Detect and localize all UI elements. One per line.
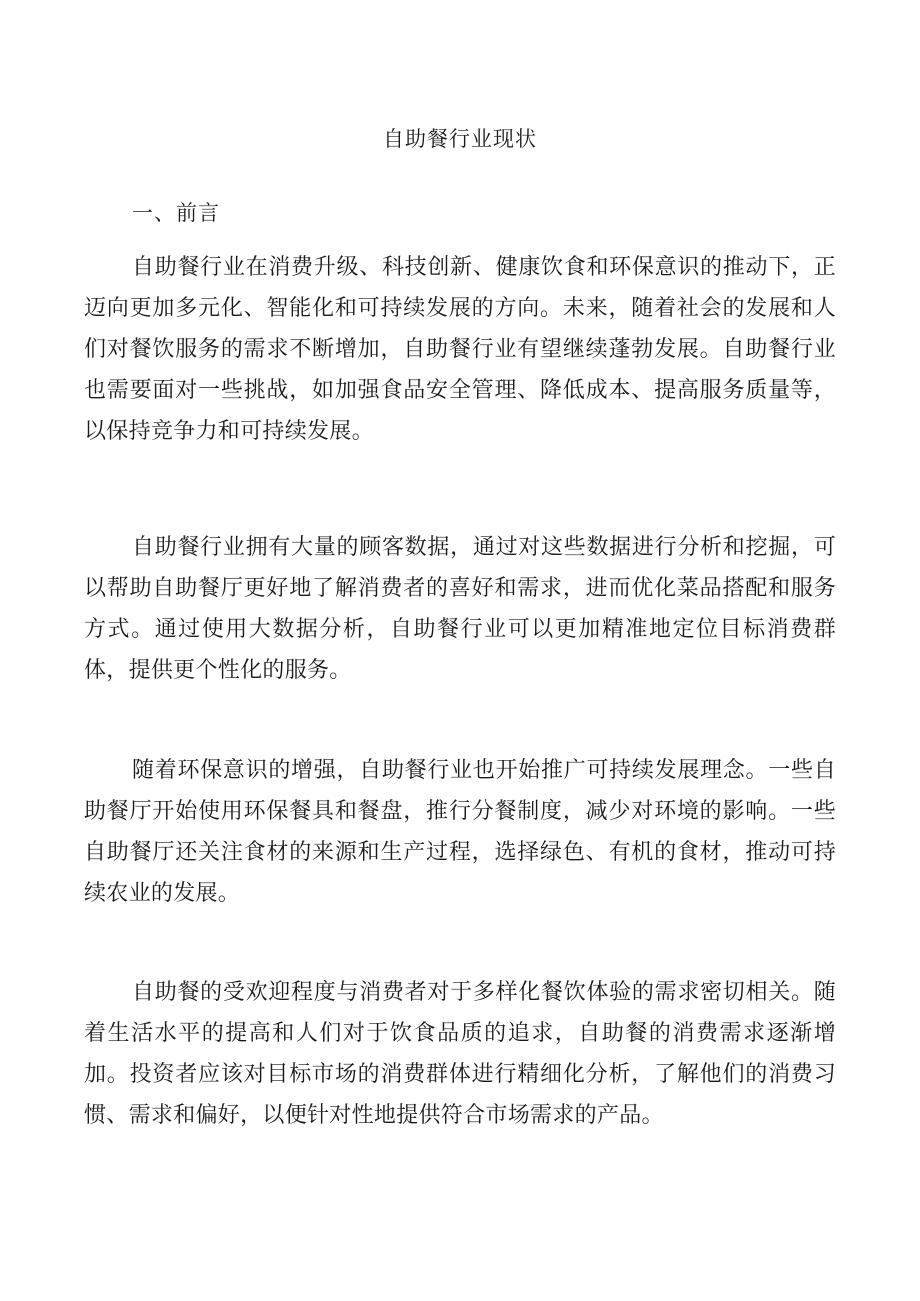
paragraph-3: 随着环保意识的增强，自助餐行业也开始推广可持续发展理念。一些自助餐厅开始使用环保餐具和餐盘，推行分餐制度，减少对环境的影响。一些自助餐厅还关注食材的来源和生产过程，选择绿色、有机的食材，推动可持续农业的发展。 [84, 758, 836, 906]
paragraph-1: 自助餐行业在消费升级、科技创新、健康饮食和环保意识的推动下，正迈向更加多元化、智能化和可持续发展的方向。未来，随着社会的发展和人们对餐饮服务的需求不断增加，自助餐行业有望继续蓬勃发展。自助餐行业也需要面对一些挑战，如加强食品安全管理、降低成本、提高服务质量等，以保持竞争力和可持续发展。 [84, 255, 836, 444]
paragraph-2: 自助餐行业拥有大量的顾客数据，通过对这些数据进行分析和挖掘，可以帮助自助餐厅更好地了解消费者的喜好和需求，进而优化菜品搭配和服务方式。通过使用大数据分析，自助餐行业可以更加精准地定位目标消费群体，提供更个性化的服务。 [84, 535, 836, 683]
document-title: 自助餐行业现状 [383, 127, 537, 151]
paragraph-4: 自助餐的受欢迎程度与消费者对于多样化餐饮体验的需求密切相关。随着生活水平的提高和人们对于饮食品质的追求，自助餐的消费需求逐渐增加。投资者应该对目标市场的消费群体进行精细化分析，了解他们的消费习惯、需求和偏好，以便针对性地提供符合市场需求的产品。 [84, 980, 836, 1128]
section-heading: 一、前言 [132, 201, 220, 225]
